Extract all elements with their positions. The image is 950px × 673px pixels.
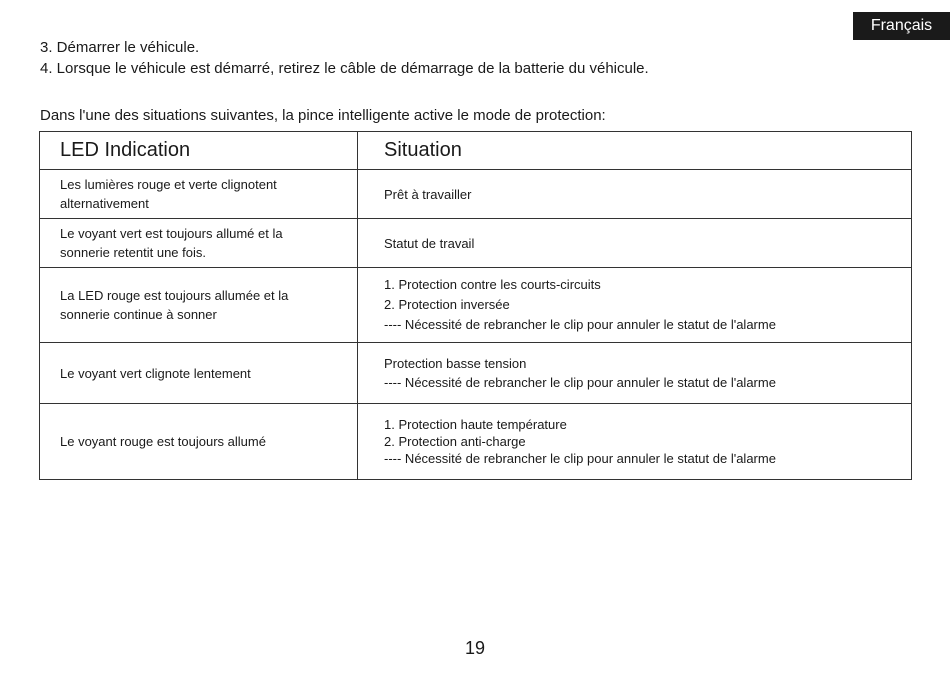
situation-text: Statut de travail [384, 235, 475, 251]
led-indication-text: sonnerie retentit une fois. [60, 245, 206, 260]
column-header-situation: Situation [358, 132, 912, 170]
led-indication-text: Les lumières rouge et verte clignotent [60, 177, 277, 192]
led-indication-text: Le voyant rouge est toujours allumé [60, 434, 266, 449]
table-row [40, 219, 912, 268]
led-indication-cell [40, 170, 358, 219]
led-indication-text: La LED rouge est toujours allumée et la [60, 288, 289, 303]
table-row [40, 268, 912, 343]
situation-note: ---- Nécessité de rebrancher le clip pour annuler le statut de l'alarme [384, 451, 776, 466]
situation-note: ---- Nécessité de rebrancher le clip pour annuler le statut de l'alarme [384, 375, 776, 390]
situation-text: 1. Protection contre les courts-circuits [384, 277, 601, 292]
page-number: 19 [464, 638, 486, 658]
led-indication-cell [40, 219, 358, 268]
instruction-step-4: 4. Lorsque le véhicule est démarré, retirez le câble de démarrage de la batterie du véhicule. [40, 60, 649, 77]
situation-cell [358, 268, 912, 343]
situation-text: 2. Protection inversée [384, 297, 510, 312]
led-indication-text: alternativement [60, 196, 149, 211]
protection-intro-text: Dans l'une des situations suivantes, la pince intelligente active le mode de protection: [40, 107, 606, 124]
situation-text: 1. Protection haute température [384, 417, 567, 432]
situation-text: Protection basse tension [384, 356, 527, 371]
instruction-step-3: 3. Démarrer le véhicule. [40, 39, 200, 56]
table-row [40, 343, 912, 404]
situation-cell [358, 219, 912, 268]
table-row [40, 404, 912, 480]
situation-text: Prêt à travailler [384, 186, 472, 202]
led-indication-text: Le voyant vert clignote lentement [60, 365, 251, 381]
language-badge: Français [853, 12, 950, 40]
table-header-row [40, 132, 912, 170]
led-indication-cell [40, 343, 358, 404]
led-indication-text: Le voyant vert est toujours allumé et la [60, 226, 283, 241]
led-indication-text: sonnerie continue à sonner [60, 307, 217, 322]
situation-note: ---- Nécessité de rebrancher le clip pour annuler le statut de l'alarme [384, 317, 776, 332]
table-row [40, 170, 912, 219]
situation-text: 2. Protection anti-charge [384, 434, 526, 449]
situation-cell [358, 343, 912, 404]
led-indication-cell [40, 268, 358, 343]
situation-cell [358, 170, 912, 219]
situation-cell [358, 404, 912, 480]
led-indication-cell [40, 404, 358, 480]
column-header-led-indication: LED Indication [40, 132, 358, 170]
protection-table [39, 131, 912, 480]
